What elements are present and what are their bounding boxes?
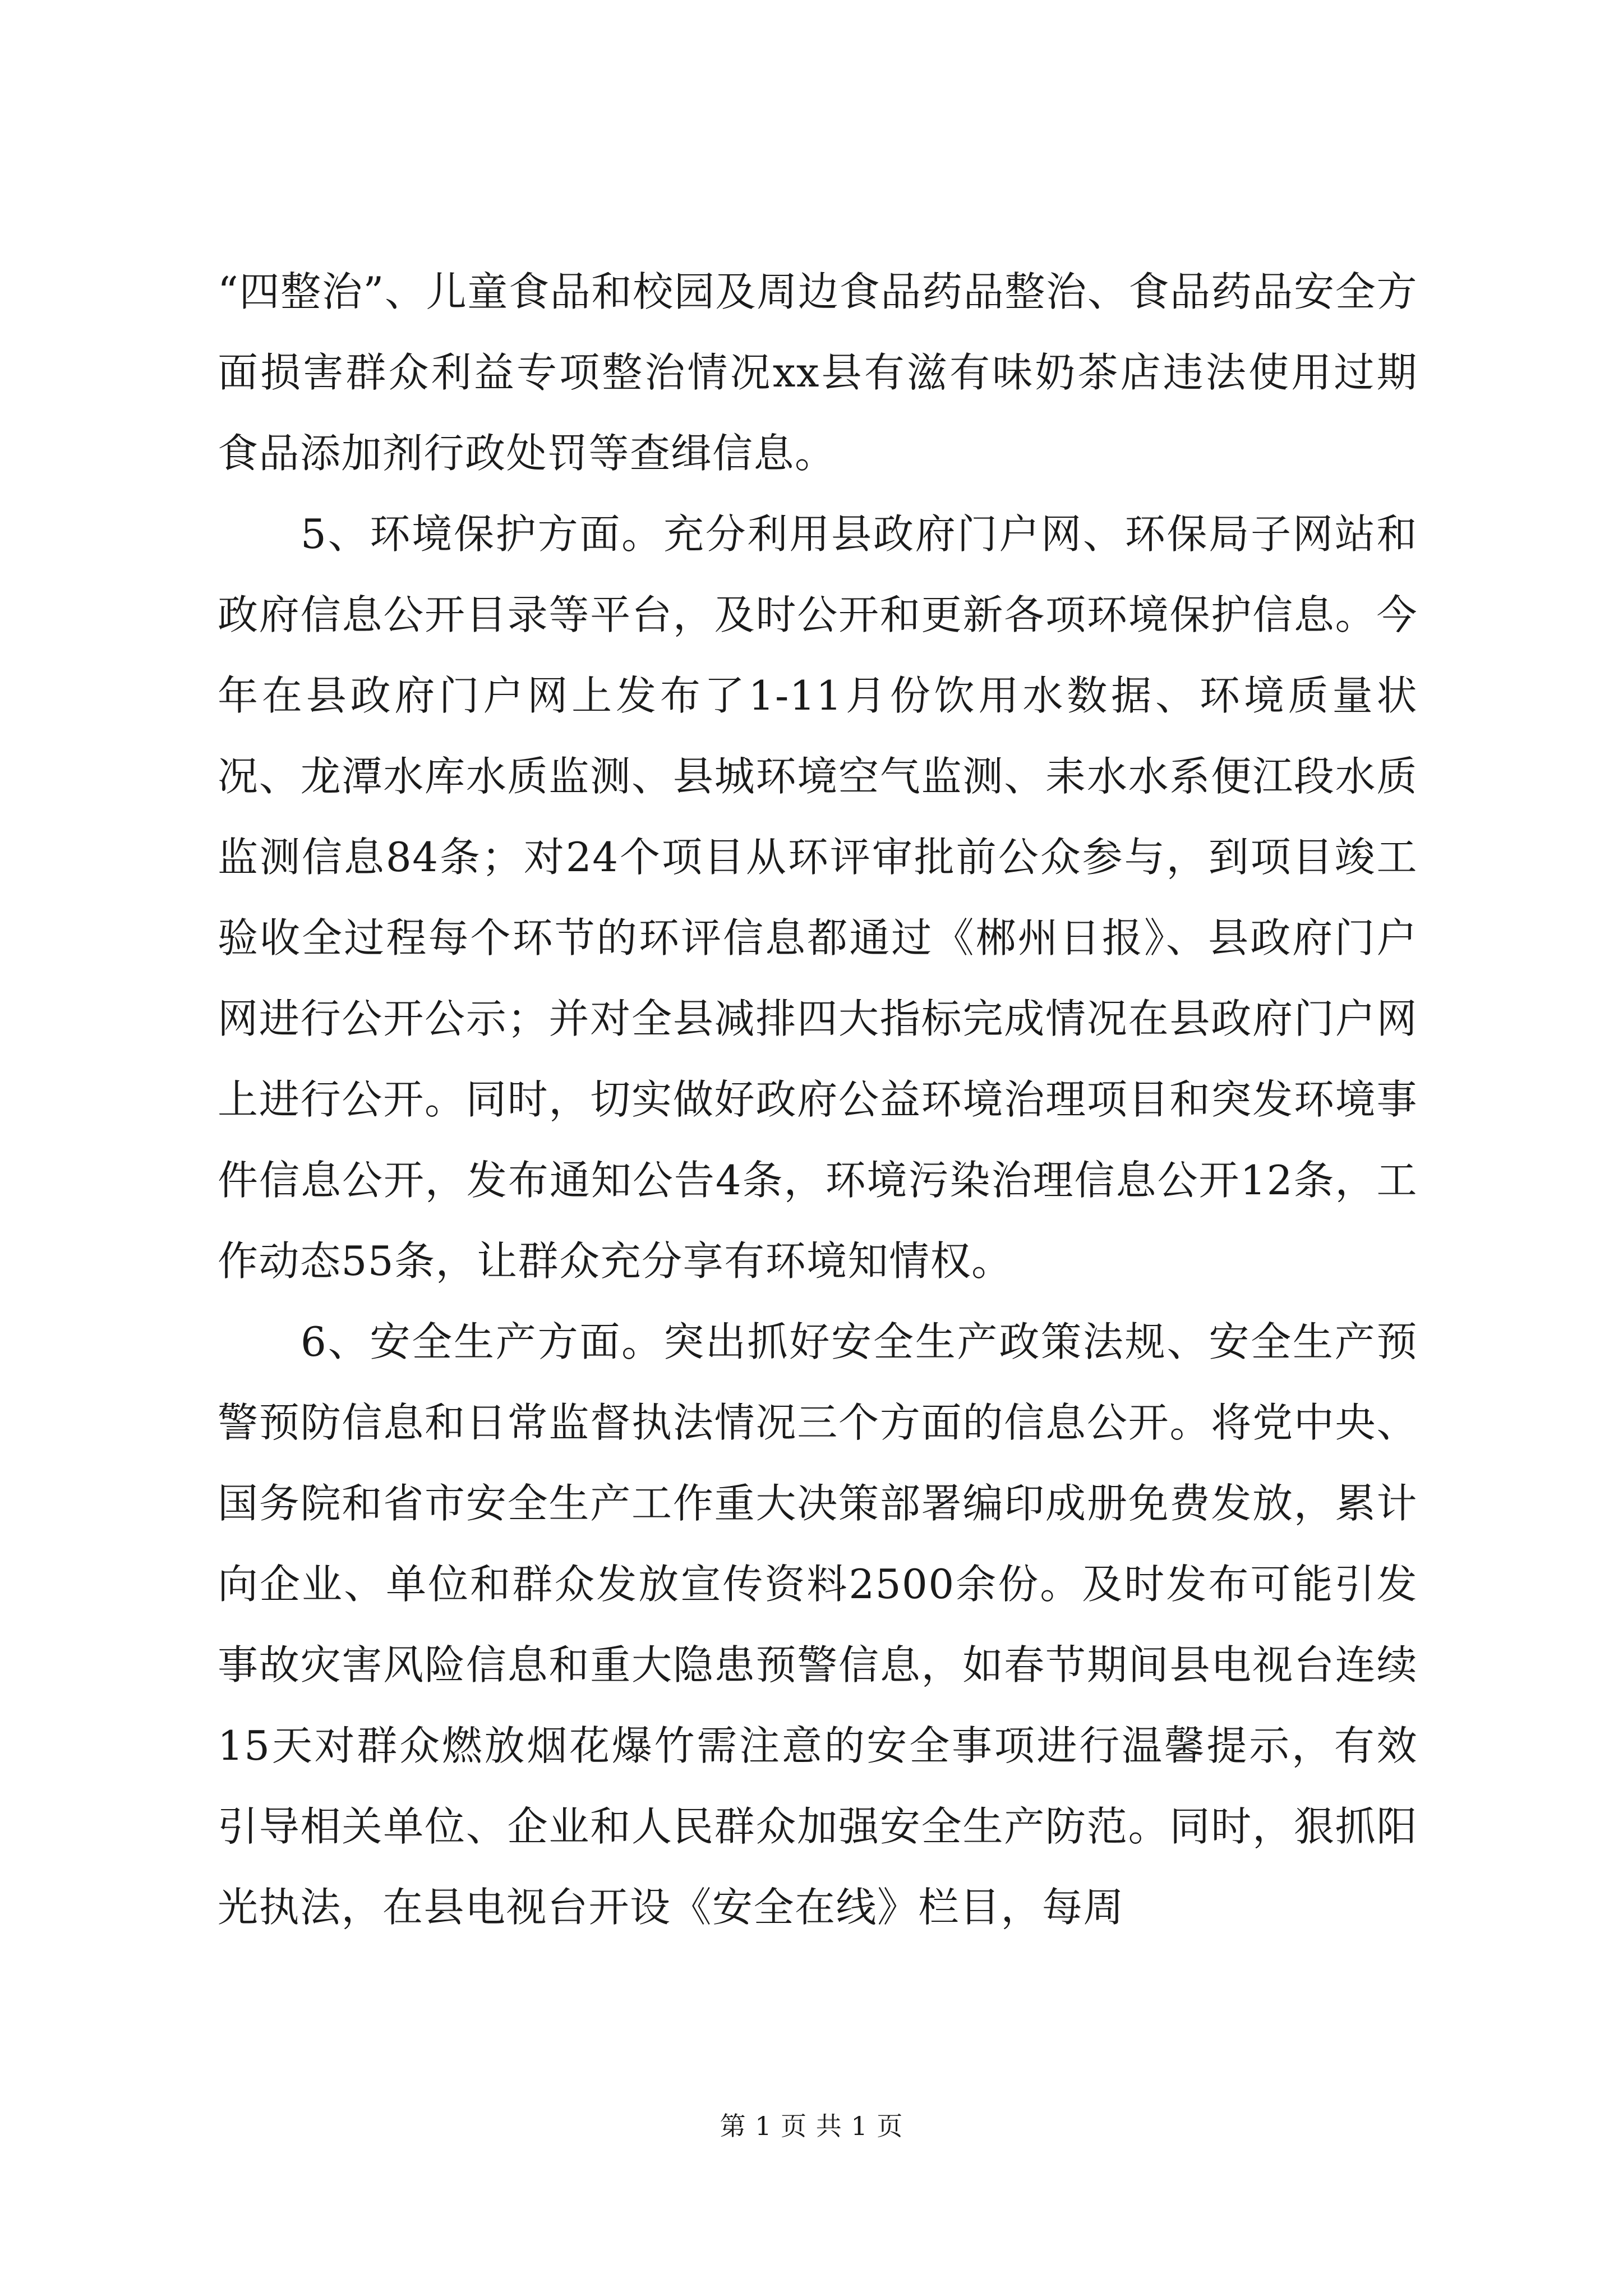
paragraph-environmental-protection: 5、环境保护方面。充分利用县政府门户网、环保局子网站和政府信息公开目录等平台，及时公开和更新各项环境保护信息。今年在县政府门户网上发布了1-11月份饮用水数据、环境质量状况、龙潭水库水质监测、县城环境空气监测、耒水水系便江段水质监测信息84条；对24个项目从环评审批前公众参与，到项目竣工验收全过程每个环节的环评信息都通过《郴州日报》、县政府门户网进行公开公示；并对全县减排四大指标完成情况在县政府门户网上进行公开。同时，切实做好政府公益环境治理项目和突发环境事件信息公开，发布通知公告4条，环境污染治理信息公开12条，工作动态55条，让群众充分享有环境知情权。 [218, 510, 1418, 1285]
paragraph-production-safety: 6、安全生产方面。突出抓好安全生产政策法规、安全生产预警预防信息和日常监督执法情况三个方面的信息公开。将党中央、国务院和省市安全生产工作重大决策部署编印成册免费发放，累计向企业、单位和群众发放宣传资料2500余份。及时发布可能引发事故灾害风险信息和重大隐患预警信息，如春节期间县电视台连续15天对群众燃放烟花爆竹需注意的安全事项进行温馨提示，有效引导相关单位、企业和人民群众加强安全生产防范。同时，狠抓阳光执法，在县电视台开设《安全在线》栏目，每周 [218, 1318, 1418, 1931]
paragraph-food-safety-continued: “四整治”、儿童食品和校园及周边食品药品整治、食品药品安全方面损害群众利益专项整治情况xx县有滋有味奶茶店违法使用过期食品添加剂行政处罚等查缉信息。 [218, 268, 1418, 477]
document-body [218, 251, 1418, 1948]
page-number-footer: 第 1 页 共 1 页 [720, 2111, 903, 2141]
